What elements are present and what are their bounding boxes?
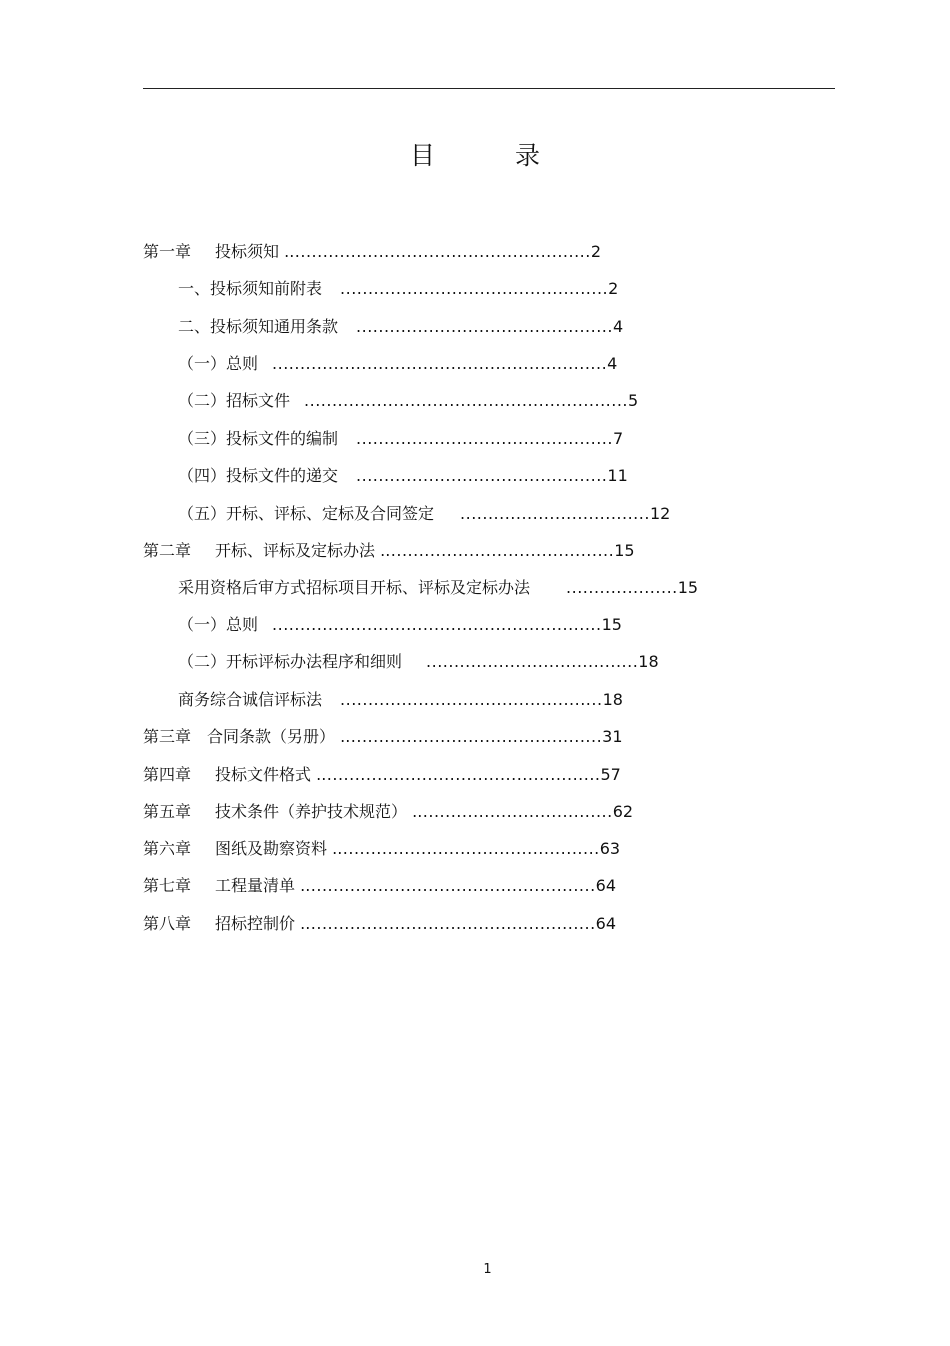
toc-dot-leader: .................................................. — [321, 765, 601, 784]
toc-entry — [143, 876, 616, 896]
toc-leader: . — [311, 765, 322, 784]
toc-page-number: 62 — [612, 802, 634, 821]
toc-page-number: 4 — [612, 317, 624, 336]
toc-page-number: 11 — [607, 466, 628, 485]
toc-page-number: 18 — [602, 690, 623, 709]
toc-leader: . — [327, 839, 338, 858]
toc-dot-leader: ......................................... — [385, 541, 615, 560]
title-char-2: 录 — [515, 141, 541, 170]
toc-page-number: 12 — [649, 504, 671, 523]
toc-entry-title: （四）投标文件的递交 — [178, 466, 339, 485]
toc-dot-leader: ................................................ — [340, 279, 609, 298]
toc-entry — [143, 802, 633, 822]
toc-leader: . — [335, 727, 346, 746]
toc-entry — [143, 765, 621, 785]
toc-chapter-label: 第二章 — [143, 541, 192, 560]
toc-page-number: 15 — [614, 541, 635, 560]
toc-chapter-label: 第三章 — [143, 727, 192, 746]
toc-leader: . — [407, 802, 418, 821]
toc-leader: . — [295, 876, 306, 895]
toc-entry — [178, 504, 670, 524]
toc-dot-leader: .......................................................... — [304, 391, 628, 410]
toc-entry-title: 一、投标须知前附表 — [178, 279, 323, 298]
toc-chapter-label: 第六章 — [143, 839, 192, 858]
toc-chapter-label: 第五章 — [143, 802, 192, 821]
toc-entry-title: 商务综合诚信评标法 — [178, 690, 323, 709]
toc-page-number: 5 — [628, 391, 639, 410]
toc-entry-title: （二）开标评标办法程序和细则 — [178, 652, 403, 671]
toc-dot-leader: ............................................... — [340, 690, 603, 709]
header-rule — [143, 88, 835, 89]
toc-page-number: 4 — [607, 354, 618, 373]
toc-entry-title: 投标文件格式 — [215, 765, 312, 784]
toc-entry-title: 开标、评标及定标办法 — [215, 541, 376, 560]
toc-entry-title: （一）总则 — [178, 354, 259, 373]
toc-dot-leader: .............................................. — [356, 317, 613, 336]
toc-page-number: 18 — [638, 652, 659, 671]
page-number: 1 — [483, 1262, 492, 1277]
toc-entry-title: 技术条件（养护技术规范） — [215, 802, 408, 821]
toc-dot-leader: ............................................................ — [272, 354, 608, 373]
toc-dot-leader: ............................................... — [337, 839, 600, 858]
toc-entry-title: （五）开标、评标、定标及合同签定 — [178, 504, 435, 523]
toc-entry-title: 图纸及勘察资料 — [215, 839, 328, 858]
toc-entry-title: 合同条款（另册） — [207, 727, 336, 746]
toc-dot-leader: .................................................... — [305, 876, 596, 895]
toc-page-number: 7 — [612, 429, 624, 448]
toc-entry — [143, 541, 635, 561]
toc-page-number: 2 — [590, 242, 602, 261]
toc-dot-leader: ............................................. — [356, 466, 608, 485]
toc-entry — [178, 317, 623, 337]
toc-page-number: 64 — [595, 876, 617, 895]
toc-entry — [178, 466, 628, 486]
toc-entry-title: （二）招标文件 — [178, 391, 291, 410]
toc-leader: . — [279, 242, 290, 261]
toc-entry — [143, 914, 616, 934]
toc-dot-leader: .................................................... — [305, 914, 596, 933]
toc-entry — [178, 354, 617, 374]
toc-entry — [178, 690, 623, 710]
toc-entry — [143, 727, 623, 747]
toc-dot-leader: ........................................................... — [272, 615, 602, 634]
toc-dot-leader: ...................................................... — [289, 242, 591, 261]
toc-leader: . — [295, 914, 306, 933]
toc-entry-title: （三）投标文件的编制 — [178, 429, 339, 448]
toc-entry-title: 二、投标须知通用条款 — [178, 317, 339, 336]
toc-page-number: 57 — [600, 765, 621, 784]
toc-entry-title: 招标控制价 — [215, 914, 296, 933]
toc-dot-leader: .............................................. — [356, 429, 613, 448]
toc-entry — [178, 391, 638, 411]
toc-page-number: 31 — [602, 727, 623, 746]
toc-entry — [178, 279, 618, 299]
toc-chapter-label: 第七章 — [143, 876, 192, 895]
toc-page-number: 64 — [595, 914, 617, 933]
toc-entry — [178, 429, 623, 449]
toc-chapter-label: 第八章 — [143, 914, 192, 933]
toc-page-number: 15 — [601, 615, 622, 634]
toc-page-number: 2 — [608, 279, 619, 298]
toc-chapter-label: 第四章 — [143, 765, 192, 784]
toc-entry-title: 工程量清单 — [215, 876, 296, 895]
toc-page-number: 15 — [677, 578, 699, 597]
toc-entry — [143, 839, 620, 859]
toc-entry — [178, 652, 659, 672]
toc-entry — [178, 578, 698, 598]
title-char-1: 目 — [409, 141, 435, 170]
toc-entry-title: （一）总则 — [178, 615, 259, 634]
toc-dot-leader: ...................................... — [426, 652, 639, 671]
toc-dot-leader: ................................... — [417, 802, 613, 821]
toc-dot-leader: .............................................. — [345, 727, 603, 746]
toc-chapter-label: 第一章 — [143, 242, 192, 261]
toc-entry-title: 采用资格后审方式招标项目开标、评标及定标办法 — [178, 578, 531, 597]
toc-dot-leader: .................................. — [460, 504, 650, 523]
toc-dot-leader: .................... — [566, 578, 678, 597]
page-title — [0, 136, 950, 172]
toc-leader: . — [375, 541, 386, 560]
toc-entry — [143, 242, 601, 262]
toc-entry-title: 投标须知 — [215, 242, 280, 261]
toc-page-number: 63 — [599, 839, 621, 858]
toc-entry — [178, 615, 622, 635]
